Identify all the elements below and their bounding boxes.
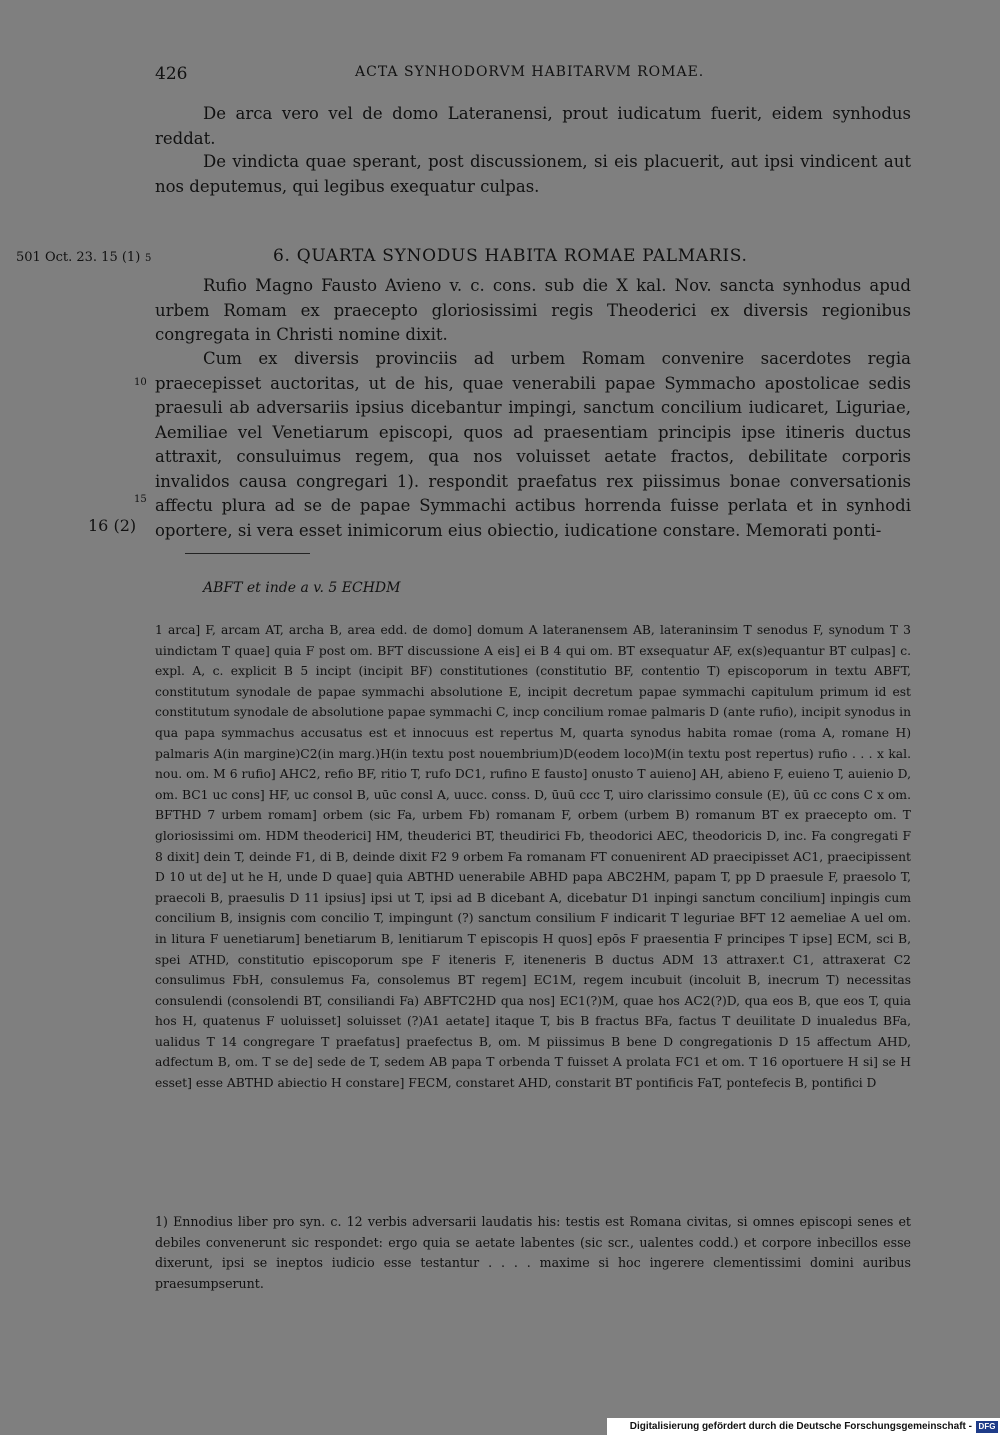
section-heading: 6. QUARTA SYNODUS HABITA ROMAE PALMARIS. xyxy=(273,246,748,266)
dfg-logo: DFG xyxy=(976,1421,998,1433)
section-paragraph-1: Rufio Magno Fausto Avieno v. c. cons. sub die X kal. Nov. sancta synhodus apud urbem Romam ex praecepto gloriosissimi regis Theoderici ex diversis regionibus congregata in Christi nomine dixit. xyxy=(155,276,911,344)
footnote xyxy=(155,1212,911,1294)
margin-reference-16: 16 (2) xyxy=(88,516,137,535)
apparatus-text: 1 arca] F, arcam AT, archa B, area edd. de domo] domum A lateranensem AB, lateraninsim T senodus F, synodum T 3 uindictam T quae] quia F post om. BFT discussione A eis] ei B 4 qui om. BT exsequatur AF, ex(s)equantur BT culpas] c. expl. A, c. explicit B 5 incipt (incipit BF) constitutiones (constitutio BF, contentio T) episcoporum in textu ABFT, constitutum synodale de papae symmachi absolutione E, incipit decretum papae symmachi capitulum primum id est constitutum synodale de absolutione papae symmachi C, incp concilium romae palmaris D (ante rufio), incipit synodus in qua papa symmachus accusatus est et innocuus est repertus M, quarta synodus habita romae (roma A, romane H) palmaris A(in margine)C2(in marg.)H(in textu post nouembrium)D(eodem loco)M(in textu post repertus) rufio . . . x kal. nou. om. M 6 rufio] AHC2, refio BF, ritio T, rufo DC1, rufino E fausto] onusto T auieno] AH, abieno F, euieno T, auienio D, om. BC1 uc cons] HF, uc consol B, uūc consl A, uucc. conss. D, ūuū ccc T, uiro clarissimo consule (E), ūū cc cons C x om. BFTHD 7 urbem romam] orbem (sic Fa, urbem Fb) romanam F, orbem (urbem B) romanum BT ex praecepto om. T gloriosissimi om. HDM theoderici] HM, theuderici BT, theudirici Fb, theodorici AEC, theodoricis D, inc. Fa congregati F 8 dixit] dein T, deinde F1, di B, deinde dixit F2 9 orbem Fa romanam FT conuenirent AD praecipisset AC1, praecipissent D 10 ut de] ut he H, unde D quae] quia ABTHD uenerabile ABHD papa ABC2HM, papam T, pp D praesule F, praesolo T, praecoli B, praesulis D 11 ipsius] ipsi ut T, ipsi ad B dicebant A, dicebatur D1 inpingi sanctum concilium] inpingis cum concilium B, insignis com concilio T, impingunt (?) sanctum consilium F indicarit T leguriae BFT 12 aemeliae A uel om. in litura F uenetiarum] benetiarum B, lenitiarum T episcopis H quos] epōs F praesentia F principes T ipse] ECM, sci B, spei ATHD, constitutio episcoporum spe F iteneris F, iteneneris B ductus ADM 13 attraxer.t C1, attraxerat C2 consulimus FbH, consulemus Fa, consolemus BT regem] EC1M, regem incubuit (incoluit B, inecrum T) necessitas consulendi (consolendi BT, consiliandi Fa) ABFTC2HD qua nos] EC1(?)M, quae hos AC2(?)D, qua eos B, que eos T, quia hos H, quatenus F uoluisset] soluisset (?)A1 aetate] itaque T, bis B fractus BFa, factus T deuilitate D inualedus BFa, ualidus T 14 congregare T praefatus] praefectus B, om. M piissimus B bene D congregationis D 15 affectum AHD, adfectum B, om. T se de] sede de T, sedem AB papa T orbenda T fuisset A prolata FC1 et om. T 16 oportuere H si] se H esset] esse ABTHD abiectio H constare] FECM, constaret AHD, constarit BT pontificis FaT, pontefecis B, pontifici D xyxy=(155,623,911,1091)
top-paragraph-2: De vindicta quae sperant, post discussionem, si eis placuerit, aut ipsi vindicent aut nos deputemus, qui legibus exequatur culpas. xyxy=(155,152,911,196)
margin-line-number-15: 15 xyxy=(134,494,147,505)
critical-apparatus xyxy=(155,620,911,1094)
footnote-text: 1) Ennodius liber pro syn. c. 12 verbis adversarii laudatis his: testis est Romana civitas, si omnes episcopi senes et debiles convenerunt sic respondet: ergo quia se aetate labentes (sic scr., ualentes codd.) et corpore inbecillos esse dixerunt, ipsi se ineptos iudicio esse testantur . . . . maxime si hoc ingerere clementissimi domini auribus praesumpserunt. xyxy=(155,1214,911,1291)
margin-line-number-10: 10 xyxy=(134,377,147,388)
margin-line-number-5: 5 xyxy=(145,253,152,264)
margin-date-reference: 501 Oct. 23. 15 (1) xyxy=(16,250,141,265)
separator-line xyxy=(185,553,310,554)
running-title: ACTA SYNHODORVM HABITARVM ROMAE. xyxy=(355,64,705,80)
footer-funding-text: Digitalisierung gefördert durch die Deutsche Forschungsgemeinschaft - xyxy=(629,1421,972,1432)
top-paragraph-1: De arca vero vel de domo Lateranensi, prout iudicatum fuerit, eidem synhodus reddat. xyxy=(155,104,911,148)
witness-list: ABFT et inde a v. 5 ECHDM xyxy=(203,580,401,596)
page-number: 426 xyxy=(155,64,188,84)
section-paragraph-2: Cum ex diversis provinciis ad urbem Romam convenire sacerdotes regia praecepisset auctoritas, ut de his, quae venerabili papae Symmacho apostolicae sedis praesuli ab adversariis ipsius dicebantur impingi, sanctum concilium iudicaret, Liguriae, Aemiliae vel Venetiarum episcopi, quos ad praesentiam principis ipse itineris ductus attraxit, consuluimus regem, qua nos voluisset aetate fractos, debilitate corporis invalidos causa congregari 1). respondit praefatus rex piissimus bonae conversationis affectu plura ad se de papae Symmachi actibus horrenda fuisse perlata et in synhodi oportere, si vera esset inimicorum eius obiectio, iudicatione constare. Memorati ponti- xyxy=(155,349,911,540)
footer-bar xyxy=(607,1418,1000,1435)
